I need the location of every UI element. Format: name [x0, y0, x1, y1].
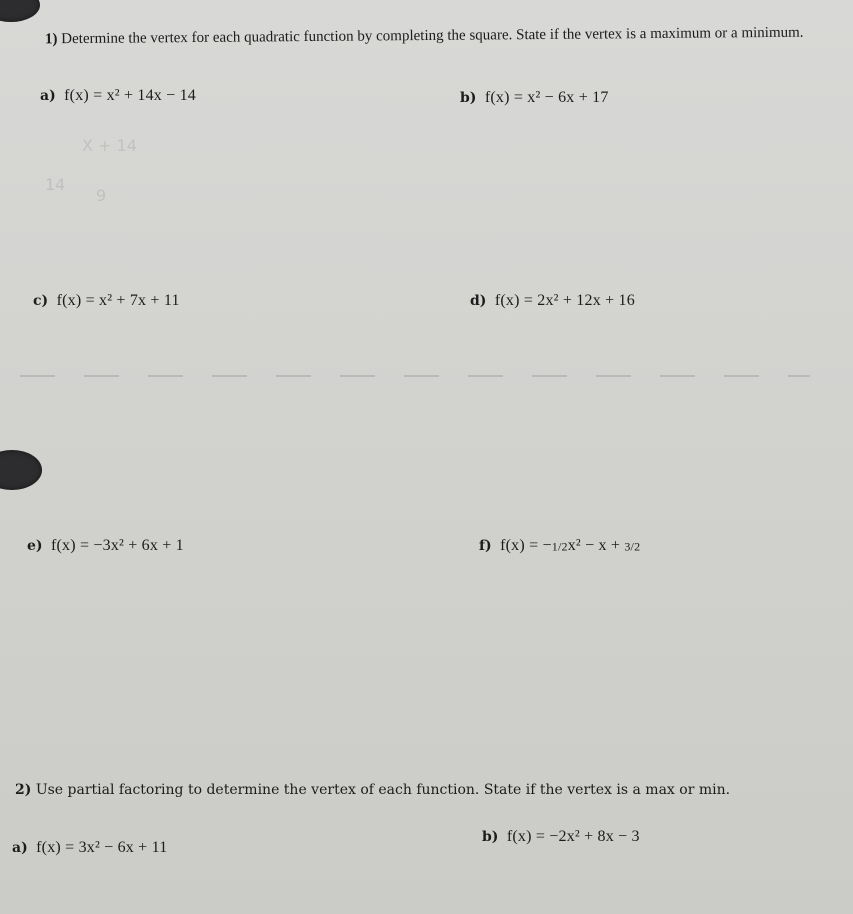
- question-1-text: Determine the vertex for each quadratic function by completing the square. State if the vertex is a maximum or a minimum.: [61, 24, 804, 48]
- problem-1d: [470, 292, 635, 310]
- binder-hole-middle: [0, 450, 42, 490]
- problem-2a: [12, 839, 167, 857]
- problem-2a-letter: a): [12, 840, 28, 856]
- problem-1a-letter: a): [40, 88, 56, 104]
- question-1-number: 1): [44, 31, 58, 48]
- question-1-instruction: [45, 25, 805, 49]
- problem-2b-letter: b): [482, 829, 499, 845]
- problem-1e-expression: f(x) = −3x² + 6x + 1: [50, 537, 184, 554]
- question-2-text: Use partial factoring to determine the vertex of each function. State if the vertex is a max or min.: [35, 782, 731, 798]
- problem-1b: [460, 89, 609, 107]
- faint-show-through-lines: [20, 375, 810, 377]
- problem-1c-expression: f(x) = x² + 7x + 11: [56, 292, 180, 309]
- problem-2b-expression: f(x) = −2x² + 8x − 3: [506, 828, 640, 845]
- problem-1e: [27, 537, 184, 555]
- binder-hole-top: [0, 0, 40, 22]
- problem-1f-prefix: f(x) = −: [500, 537, 552, 554]
- question-2-instruction: [15, 780, 845, 800]
- problem-2a-expression: f(x) = 3x² − 6x + 11: [36, 839, 168, 856]
- problem-1e-letter: e): [27, 538, 43, 554]
- problem-1a-expression: f(x) = x² + 14x − 14: [64, 87, 197, 104]
- problem-1f-letter: f): [479, 538, 492, 554]
- problem-1f-fraction-2: 3/2: [624, 539, 641, 554]
- problem-1b-letter: b): [460, 90, 477, 106]
- handwritten-note-1: X + 14: [82, 136, 137, 155]
- problem-1d-letter: d): [470, 293, 487, 309]
- handwritten-note-2: 14: [45, 175, 66, 194]
- problem-1c: [33, 292, 180, 310]
- problem-1b-expression: f(x) = x² − 6x + 17: [484, 89, 609, 106]
- question-2-number: 2): [15, 782, 32, 798]
- problem-2b: [482, 828, 640, 846]
- problem-1d-expression: f(x) = 2x² + 12x + 16: [494, 292, 635, 309]
- problem-1a: [40, 87, 196, 105]
- problem-1f: [479, 537, 640, 555]
- problem-1f-expression: [500, 537, 640, 554]
- problem-1f-middle: x² − x +: [567, 537, 625, 554]
- problem-1c-letter: c): [33, 293, 49, 309]
- handwritten-note-3: 9: [96, 186, 107, 205]
- problem-1f-fraction-1: 1/2: [551, 539, 568, 554]
